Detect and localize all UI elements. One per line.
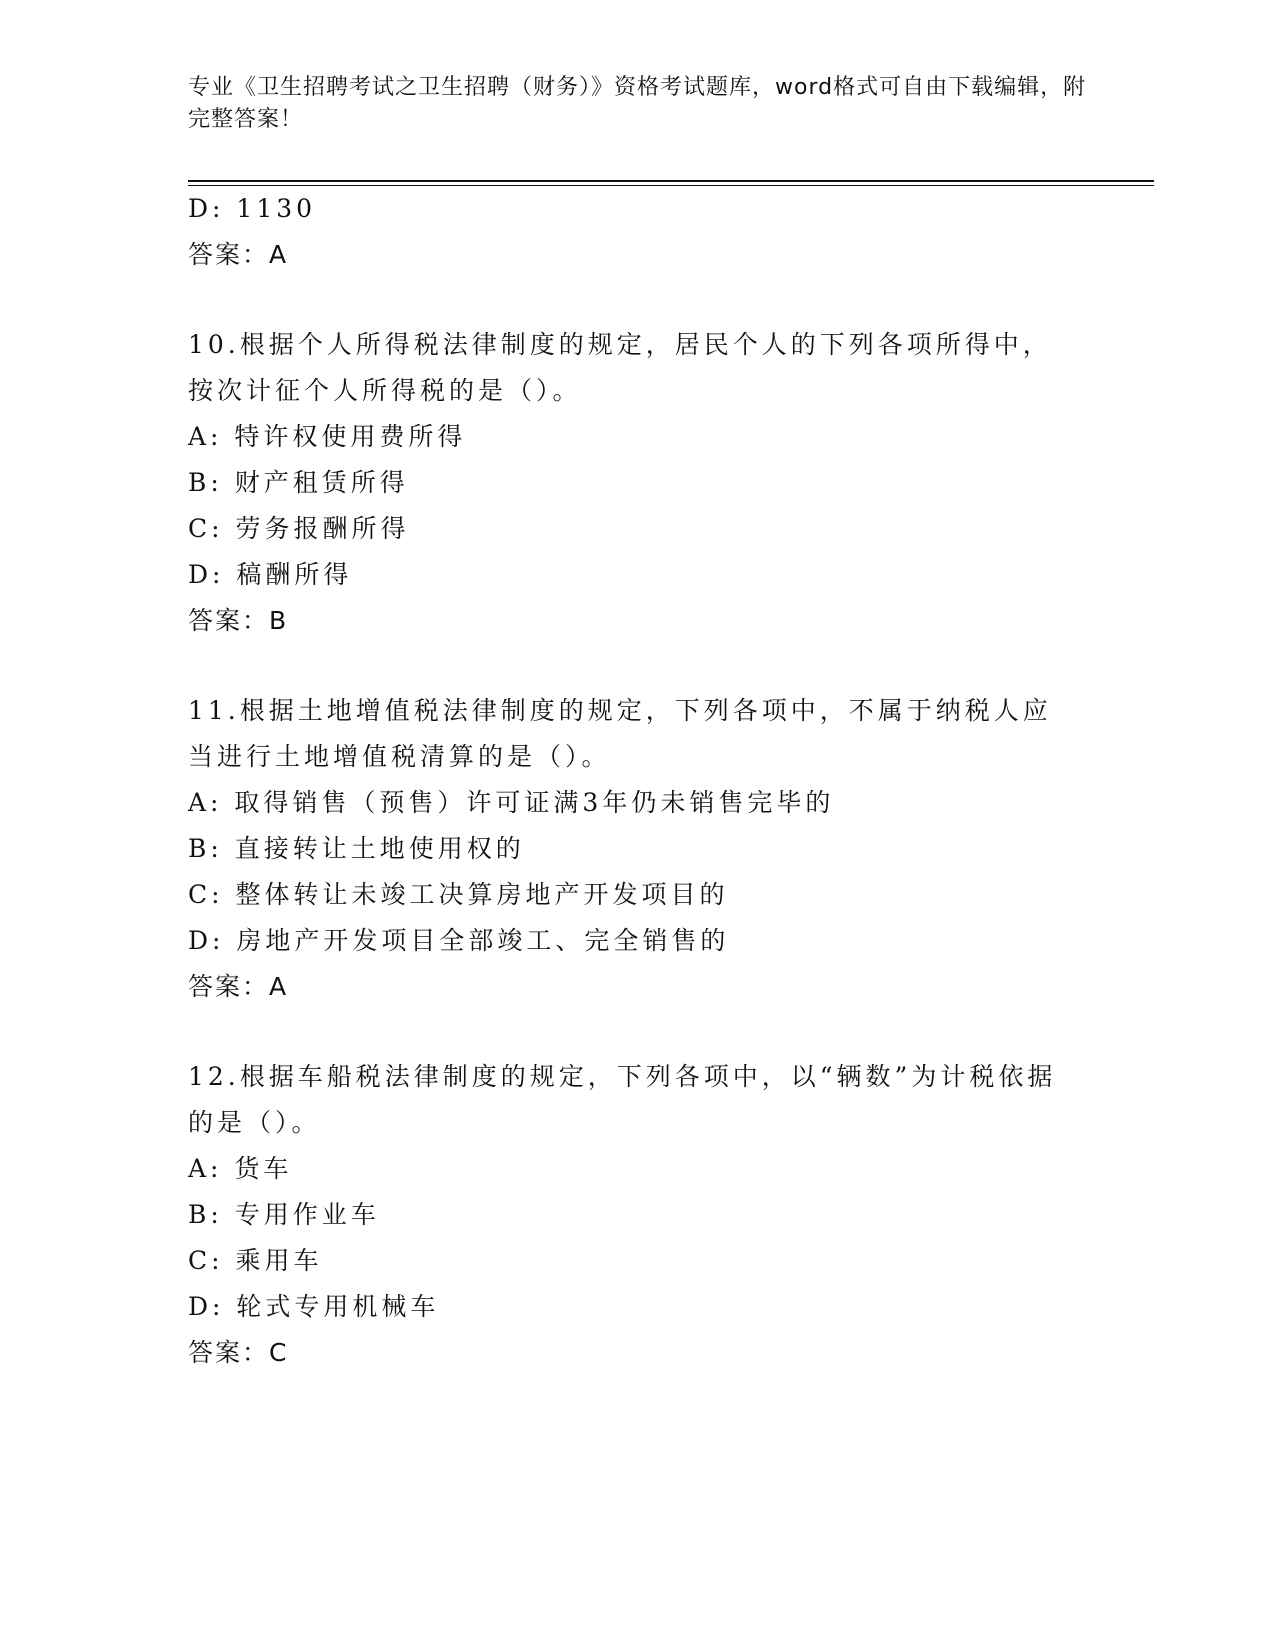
question-stem: 11.根据土地增值税法律制度的规定，下列各项中，不属于纳税人应当进行土地增值税清算的是（）。 — [188, 696, 1052, 771]
previous-question-tail — [188, 186, 1088, 278]
header-rule-thick — [188, 180, 1154, 182]
option-d: D: 1130 — [188, 194, 317, 223]
option-a: A: 特许权使用费所得 — [188, 422, 467, 451]
answer: 答案：C — [188, 1338, 289, 1367]
question-content — [188, 186, 1088, 1376]
option-a: A: 取得销售（预售）许可证满3年仍未销售完毕的 — [188, 788, 835, 817]
option-d: D: 房地产开发项目全部竣工、完全销售的 — [188, 926, 730, 955]
answer: 答案：A — [188, 240, 289, 269]
option-b: B: 专用作业车 — [188, 1200, 380, 1229]
option-a: A: 货车 — [188, 1154, 293, 1183]
option-d: D: 稿酬所得 — [188, 560, 353, 589]
option-c: C: 劳务报酬所得 — [188, 514, 410, 543]
option-c: C: 乘用车 — [188, 1246, 323, 1275]
question-11 — [188, 688, 1088, 1010]
answer: 答案：A — [188, 972, 289, 1001]
answer: 答案：B — [188, 606, 289, 635]
question-stem: 12.根据车船税法律制度的规定，下列各项中，以“辆数”为计税依据的是（）。 — [188, 1062, 1057, 1137]
page-header: 专业《卫生招聘考试之卫生招聘（财务）》资格考试题库，word格式可自由下载编辑，附完整答案！ — [188, 75, 1087, 132]
question-12 — [188, 1054, 1088, 1376]
question-10 — [188, 322, 1088, 644]
option-b: B: 财产租赁所得 — [188, 468, 409, 497]
option-d: D: 轮式专用机械车 — [188, 1292, 440, 1321]
option-b: B: 直接转让土地使用权的 — [188, 834, 525, 863]
question-stem: 10.根据个人所得税法律制度的规定，居民个人的下列各项所得中，按次计征个人所得税的是（）。 — [188, 330, 1052, 405]
option-c: C: 整体转让未竣工决算房地产开发项目的 — [188, 880, 729, 909]
